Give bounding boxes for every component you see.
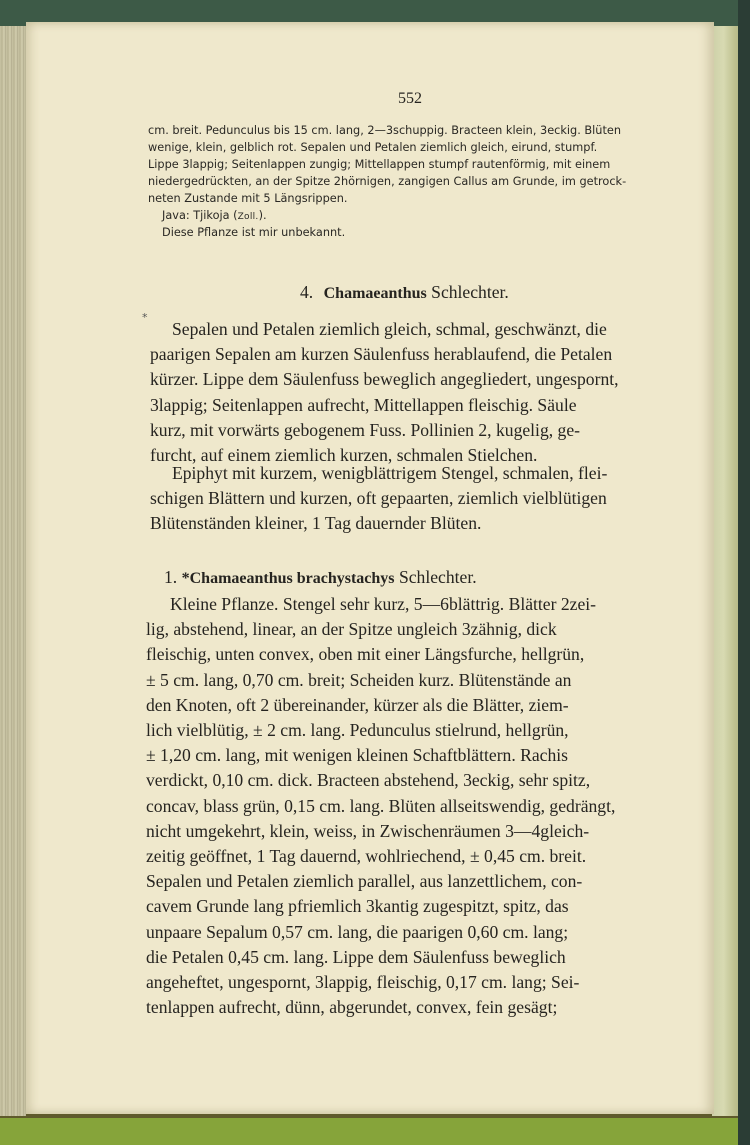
locality-suffix: ). xyxy=(258,209,267,222)
text-line: die Petalen 0,45 cm. lang. Lippe dem Säulenfuss beweglich xyxy=(146,946,566,967)
text-line: Blütenständen kleiner, 1 Tag dauernder Blüten. xyxy=(150,513,482,534)
text-line: fleischig, unten convex, oben mit einer Längsfurche, hellgrün, xyxy=(146,644,585,665)
prev-species-note: Diese Pflanze ist mir unbekannt. xyxy=(162,226,346,239)
genus-description xyxy=(150,317,619,468)
text-line: Kleine Pflanze. Stengel sehr kurz, 5—6blättrig. Blätter 2zei- xyxy=(170,594,597,614)
prev-species-description xyxy=(148,122,626,207)
locality-author: Zoll. xyxy=(237,212,259,222)
genus-number: 4. xyxy=(300,282,314,302)
text-line: nicht umgekehrt, klein, weiss, in Zwischenräumen 3—4gleich- xyxy=(146,820,590,841)
scan-bottom-border xyxy=(0,1118,750,1145)
margin-mark: * xyxy=(142,311,148,324)
page-number: 552 xyxy=(398,90,422,107)
text-line: concav, blass grün, 0,15 cm. lang. Blüten allseitswendig, gedrängt, xyxy=(146,795,616,816)
species-author: Schlechter. xyxy=(398,567,477,587)
locality-prefix: Java: Tjikoja ( xyxy=(162,209,238,222)
text-line: niedergedrückten, an der Spitze 2hörnigen, zangigen Callus am Grunde, im getrock- xyxy=(148,175,627,188)
text-line: ± 1,20 cm. lang, mit wenigen kleinen Schaftblättern. Rachis xyxy=(146,745,569,766)
species-name: *Chamaeanthus brachystachys xyxy=(181,570,395,587)
text-line: 3lappig; Seitenlappen aufrecht, Mittellappen fleischig. Säule xyxy=(150,394,577,415)
text-line: verdickt, 0,10 cm. dick. Bracteen abstehend, 3eckig, sehr spitz, xyxy=(146,770,591,791)
text-line: cavem Grunde lang pfriemlich 3kantig zugespitzt, spitz, das xyxy=(146,896,569,917)
genus-name: Chamaeanthus xyxy=(323,285,427,302)
species-description xyxy=(146,592,615,1020)
genus-author: Schlechter. xyxy=(431,282,509,302)
text-line: zeitig geöffnet, 1 Tag dauernd, wohlriechend, ± 0,45 cm. breit. xyxy=(146,846,587,867)
text-line: angeheftet, ungespornt, 3lappig, fleischig, 0,17 cm. lang; Sei- xyxy=(146,972,580,993)
text-line: den Knoten, oft 2 übereinander, kürzer als die Blätter, ziem- xyxy=(146,694,569,715)
text-line: lich vielblütig, ± 2 cm. lang. Pedunculus stielrund, hellgrün, xyxy=(146,720,569,741)
scan-right-border xyxy=(738,0,750,1145)
book-gutter-left xyxy=(0,26,26,1116)
text-line: neten Zustande mit 5 Längsrippen. xyxy=(148,192,348,205)
genus-habit xyxy=(150,461,607,537)
text-line: cm. breit. Pedunculus bis 15 cm. lang, 2—3schuppig. Bracteen klein, 3eckig. Blüten xyxy=(148,124,621,137)
text-line: wenige, klein, gelblich rot. Sepalen und Petalen ziemlich gleich, eirund, stumpf. xyxy=(148,141,598,154)
species-heading xyxy=(164,567,477,588)
text-line: paarigen Sepalen am kurzen Säulenfuss herablaufend, die Petalen xyxy=(150,344,613,365)
text-line: Lippe 3lappig; Seitenlappen zungig; Mittellappen stumpf rautenförmig, mit einem xyxy=(148,158,611,171)
text-line: unpaare Sepalum 0,57 cm. lang, die paarigen 0,60 cm. lang; xyxy=(146,921,569,942)
text-line: furcht, auf einem ziemlich kurzen, schmalen Stielchen. xyxy=(150,445,538,466)
text-line: tenlappen aufrecht, dünn, abgerundet, convex, fein gesägt; xyxy=(146,997,558,1018)
text-line: ± 5 cm. lang, 0,70 cm. breit; Scheiden kurz. Blütenstände an xyxy=(146,669,572,690)
text-line: Epiphyt mit kurzem, wenigblättrigem Stengel, schmalen, flei- xyxy=(172,463,608,483)
text-line: Sepalen und Petalen ziemlich gleich, schmal, geschwänzt, die xyxy=(172,319,607,339)
genus-heading xyxy=(300,282,509,303)
text-line: kurz, mit vorwärts gebogenem Fuss. Pollinien 2, kugelig, ge- xyxy=(150,419,581,440)
species-number: 1. xyxy=(164,567,178,587)
text-line: kürzer. Lippe dem Säulenfuss beweglich angegliedert, ungespornt, xyxy=(150,369,619,390)
text-line: schigen Blättern und kurzen, oft gepaarten, ziemlich vielblütigen xyxy=(150,488,607,509)
text-line: lig, abstehend, linear, an der Spitze ungleich 3zähnig, dick xyxy=(146,619,557,640)
text-line: Sepalen und Petalen ziemlich parallel, aus lanzettlichem, con- xyxy=(146,871,583,892)
